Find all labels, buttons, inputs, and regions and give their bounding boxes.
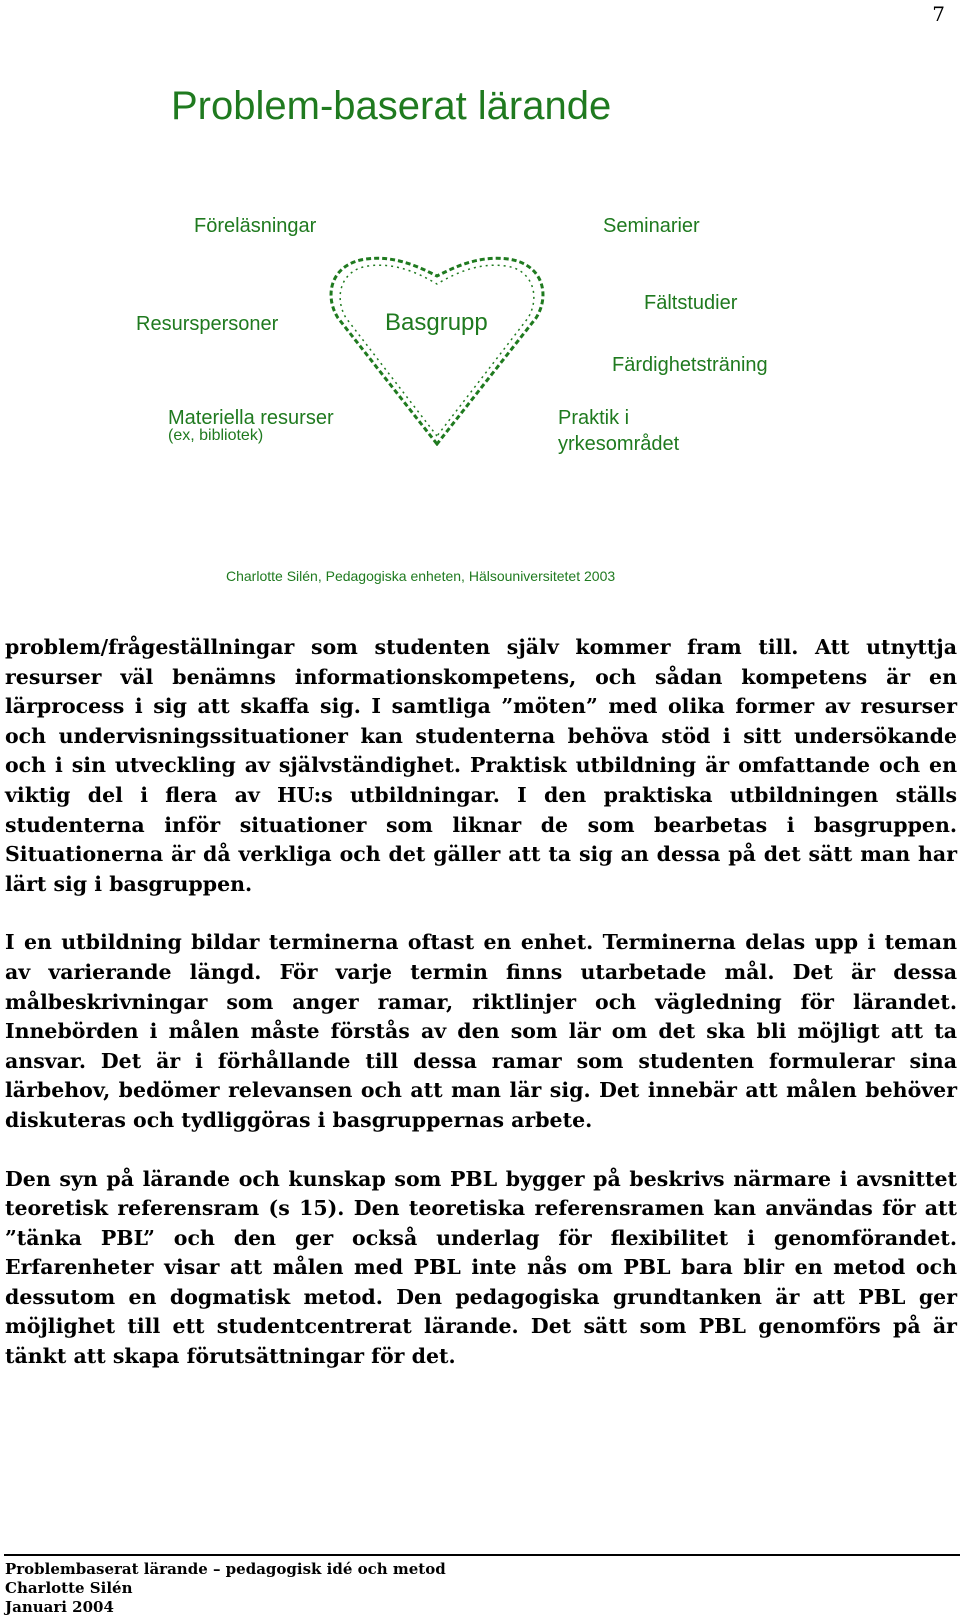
materiella-resurser-sub: (ex, bibliotek) [168,427,264,444]
footer-date: Januari 2004 [5,1598,114,1616]
footer-divider [4,1554,960,1556]
footer-author: Charlotte Silén [5,1579,133,1597]
paragraph-1: problem/frågeställningar som studenten själv kommer fram till. Att utnyttja resurser väl benämns informationskompetens, och sådan kompetens är en lärprocess i sig att skaffa sig. I samtliga ”möten” med olika former av resurser och undervisningssituationer kan studenterna behöva stöd i sitt undersökande och i sin utveckling av självständighet. Praktisk utbildning är omfattande och en viktig del i flera av HU:s utbildningar. I den praktiska utbildningen ställs studenterna inför situationer som liknar de som bearbetas i basgruppen. Situationerna är då verkliga och det gäller att ta sig an dessa på det sätt man har lärt sig i basgruppen. [5,635,957,896]
heart-shape [326,256,548,446]
page-footer [5,1560,446,1617]
label-forelasningar: Föreläsningar [194,215,317,237]
label-faltstudier: Fältstudier [644,292,738,314]
label-seminarier: Seminarier [603,215,700,237]
label-fardighetstraning: Färdighetsträning [612,354,768,376]
label-praktik [558,405,679,457]
paragraph-3: Den syn på lärande och kunskap som PBL bygger på beskrivs närmare i avsnittet teoretisk referensram (s 15). Den teoretiska referensramen kan användas för att ”tänka PBL” och den ger också underlag för flexibilitet i genomförandet. Erfarenheter visar att målen med PBL inte nås om PBL bara blir en metod och dessutom en dogmatisk metod. Den pedagogiska grundtanken är att PBL ger möjlighet till ett studentcentrerat lärande. Det sätt som PBL genomförs på är tänkt att skapa förutsättningar för det. [5,1166,957,1369]
praktik-line1: Praktik i [558,407,630,429]
body-text [5,633,957,1401]
label-basgrupp: Basgrupp [385,309,488,336]
praktik-line2: yrkesområdet [558,433,680,455]
pbl-diagram [0,0,960,600]
diagram-title: Problem-baserat lärande [171,84,612,128]
label-resurspersoner: Resurspersoner [136,313,279,335]
paragraph-2: I en utbildning bildar terminerna oftast en enhet. Terminerna delas upp i teman av varierande längd. För varje termin finns utarbetade mål. Det är dessa målbeskrivningar som anger ramar, riktlinjer och vägledning för lärandet. Innebörden i målen måste förstås av den som lär om det ska bli möjligt att ta ansvar. Det är i förhållande till dessa ramar som studenten formulerar sina lärbehov, bedömer relevansen och att man lär sig. Det innebär att målen behöver diskuteras och tydliggöras i basgruppernas arbete. [5,930,957,1132]
label-materiella-resurser [168,405,334,447]
footer-title: Problembaserat lärande – pedagogisk idé och metod [5,1560,446,1578]
materiella-resurser-text: Materiella resurser [168,407,334,429]
diagram-credit: Charlotte Silén, Pedagogiska enheten, Hälsouniversitetet 2003 [226,568,616,584]
page-number: 7 [932,2,945,26]
